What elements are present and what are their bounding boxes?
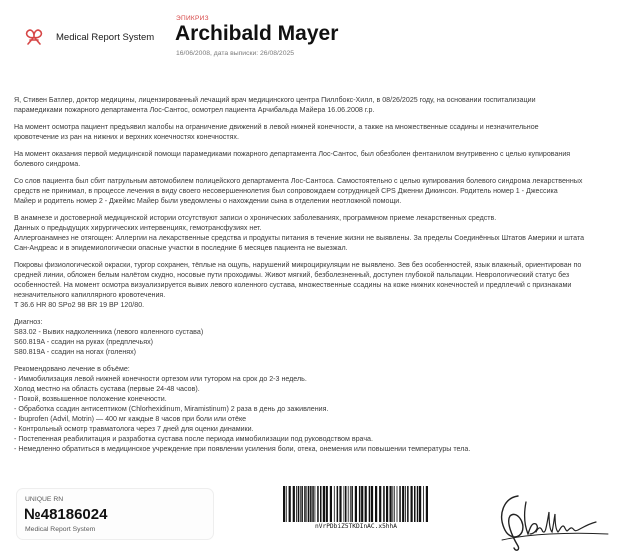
report-paragraph — [14, 95, 630, 115]
report-line: S60.819A - ссадин на руках (предплечьях) — [14, 338, 153, 346]
report-paragraph — [14, 364, 630, 454]
report-line: - Покой, возвышенное положение конечности. — [14, 395, 167, 403]
report-paragraph — [14, 176, 630, 206]
report-line: средней линии, обложен белым налётом скудно, носовые пути проходимы. Живот мягкий, безболезненный, доступен глубокой пальпации. Неврологический статус без — [14, 271, 570, 279]
report-line: Я, Стивен Батлер, доктор медицины, лицензированный лечащий врач медицинского центра Пиллбокс-Хилл, в 08/26/2025 году, на основании госпитализации — [14, 96, 536, 104]
report-line: Т 36.6 НR 80 SPo2 98 ВR 19 ВР 120/80. — [14, 301, 145, 309]
report-line: Сан-Андреас и в эпидемиологически опасные участки в последние 6 месяцев пациента не выезжал. — [14, 244, 348, 252]
report-line: кровотечение из ран на нижних и верхних конечностях конечностях. — [14, 133, 239, 141]
report-line: парамедиками пожарного департамента Лос-Сантос, осмотрел пациента Арчибальда Майера 16.06.2008 г.р. — [14, 106, 375, 114]
brand-name: Medical Report System — [56, 32, 155, 43]
report-line: На момент осмотра пациент предъявил жалобы на ограничение движений в левой нижней конечности, а также на множественные ссадины и незначительное — [14, 123, 539, 131]
report-line: Аллергоанамнез не отягощен: Аллергии на лекарственные средства и продукты питания в течение жизни не выявлены. За пределы Соединённых Штатов Америки и штата — [14, 234, 585, 242]
report-line: - Контрольный осмотр травматолога через 7 дней для оценки динамики. — [14, 425, 254, 433]
report-paragraph — [14, 149, 630, 169]
report-line: незначительного капиллярного кровотечения. — [14, 291, 166, 299]
report-paragraph — [14, 317, 630, 357]
report-line: болевого синдрома. — [14, 160, 81, 168]
report-paragraph — [14, 260, 630, 310]
report-body — [14, 95, 630, 461]
report-paragraph — [14, 122, 630, 142]
patient-name: Archibald Mayer — [175, 22, 339, 45]
report-line: Майер и родитель номер 2 - Джеймс Майер были уведомлены о нахождении сына в отделении неотложной помощи. — [14, 197, 402, 205]
report-line: S83.02 - Вывих надколенника (левого коленного сустава) — [14, 328, 204, 336]
barcode-value: nVrPDbiZ5TKDInAC.x5hhA — [315, 523, 397, 530]
report-paragraph — [14, 213, 630, 253]
medical-logo-icon — [24, 27, 44, 47]
report-line: S80.819A - ссадин на ногах (голенях) — [14, 348, 137, 356]
record-id-card — [16, 488, 214, 540]
record-id-number: №48186024 — [24, 506, 108, 523]
signature-icon — [488, 488, 618, 554]
report-line: - Постепенная реабилитация и разработка сустава после периода иммобилизации под руководством врача. — [14, 435, 373, 443]
report-line: - Иммобилизация левой нижней конечности ортезом или тутором на срок до 2-3 недель. — [14, 375, 307, 383]
report-line: особенностей. На момент осмотра визуализируется вывих левого коленного сустава, множественные ссадины на коже нижних конечностей и предплечий с признаками — [14, 281, 572, 289]
record-id-label: UNIQUE RN — [25, 496, 64, 503]
report-line: Данных о предыдущих хирургических интервенциях, гемотрансфузиях нет. — [14, 224, 262, 232]
document-type-label: ЭПИКРИЗ — [176, 15, 209, 22]
report-line: Рекомендовано лечение в объёме: — [14, 365, 130, 373]
report-line: Холод местно на область сустава (первые 24-48 часов). — [14, 385, 200, 393]
report-line: На момент оказания первой медицинской помощи парамедиками пожарного департамента Лос-Сантос, был обезболен фентанилом внутривенно с целью купирования — [14, 150, 571, 158]
report-line: Со слов пациента был сбит патрульным автомобилем полицейского департамента Лос-Сантоса. Самостоятельно с целью купирования болевого синдрома лекарственных — [14, 177, 583, 185]
report-line: В анамнезе и достоверной медицинской истории отсутствуют записи о хронических заболеваниях, программном приеме лекарственных средств. — [14, 214, 497, 222]
report-line: средств не принимал, в процессе лечения в виду своего несовершеннолетия был сопровождаем сотрудницей CPS Дженни Дикинсон. Родитель номер 1 - Джессика — [14, 187, 558, 195]
report-line: Диагноз: — [14, 318, 43, 326]
report-line: - Ibuprofen (Advil, Motrin) — 400 мг каждые 8 часов при боли или отёке — [14, 415, 247, 423]
report-line: - Немедленно обратиться в медицинское учреждение при появлении усиления боли, отека, онемения или повышении температуры тела. — [14, 445, 471, 453]
record-id-org: Medical Report System — [25, 526, 96, 533]
patient-dates: 16/06/2008, дата выписки: 26/08/2025 — [176, 50, 295, 57]
barcode-icon — [281, 486, 431, 522]
report-line: Покровы физиологической окраски, тургор сохранен, тёплые на ощупь, нарушений микроциркуляции не выявлено. Зев без особенностей, язык влажный, ориентирован по — [14, 261, 582, 269]
report-line: - Обработка ссадин антисептиком (Chlorhexidinum, Miramistinum) 2 раза в день до заживления. — [14, 405, 329, 413]
